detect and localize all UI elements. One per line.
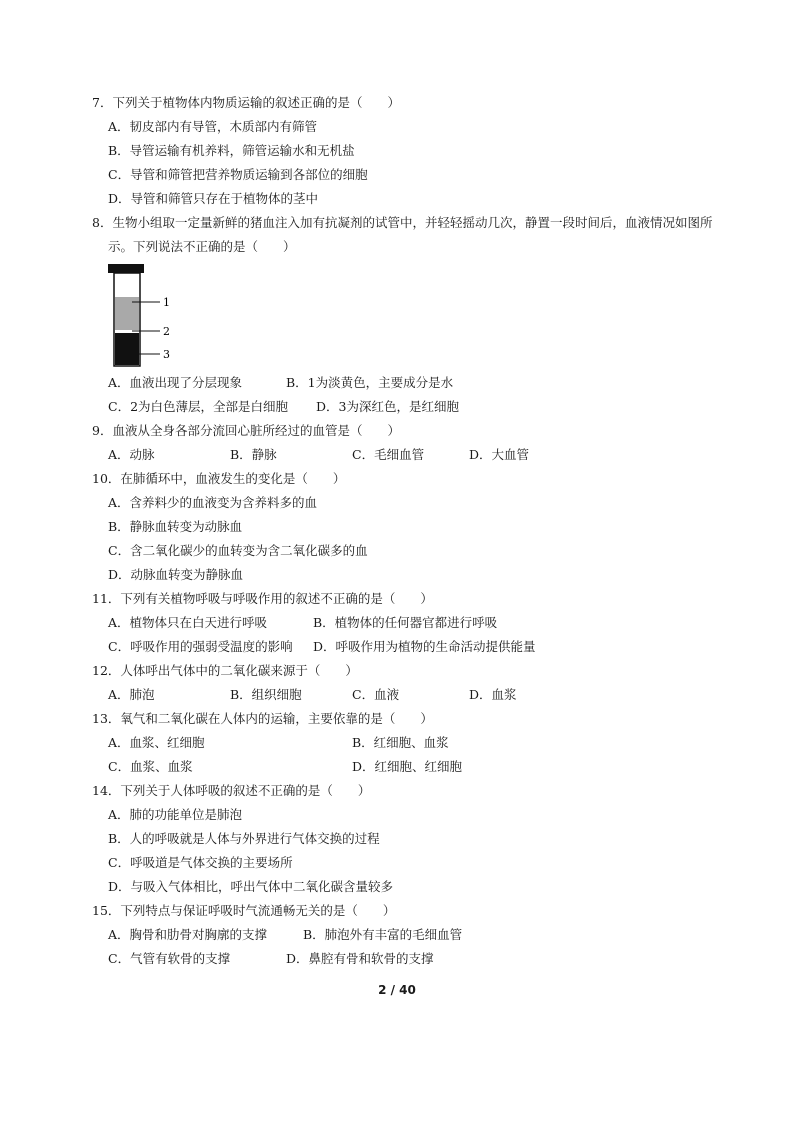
question-14-option-a: A．肺的功能单位是肺泡	[108, 807, 243, 822]
question-15-option-a: A．胸骨和肋骨对胸廓的支撑	[108, 927, 268, 942]
question-10-option-a: A．含养料少的血液变为含养料多的血	[108, 495, 318, 510]
question-14-option-b: B．人的呼吸就是人体与外界进行气体交换的过程	[108, 831, 380, 846]
question-12-stem: 12．人体呼出气体中的二氧化碳来源于（ ）	[92, 663, 358, 678]
question-13-option-a: A．血浆、红细胞	[108, 735, 205, 750]
question-12-option-a: A．肺泡	[108, 687, 155, 702]
tube-cap	[108, 264, 144, 273]
question-14-stem: 14．下列关于人体呼吸的叙述不正确的是（ ）	[92, 783, 371, 798]
question-11-stem: 11．下列有关植物呼吸与呼吸作用的叙述不正确的是（ ）	[92, 591, 433, 606]
question-13-option-b: B．红细胞、血浆	[352, 735, 449, 750]
question-12-option-c: C．血液	[352, 687, 400, 702]
question-11-option-b: B．植物体的任何器官都进行呼吸	[313, 615, 498, 630]
question-10-option-b: B．静脉血转变为动脉血	[108, 519, 243, 534]
question-9-option-b: B．静脉	[230, 447, 277, 462]
question-10-option-d: D．动脉血转变为静脉血	[108, 567, 244, 582]
question-7-option-b: B．导管运输有机养料，筛管运输水和无机盐	[108, 143, 355, 158]
figure-label-2: 2	[163, 325, 170, 338]
question-9-option-a: A．动脉	[108, 447, 155, 462]
question-8-option-c: C．2为白色薄层，全部是白细胞	[108, 399, 289, 414]
question-14-option-d: D．与吸入气体相比，呼出气体中二氧化碳含量较多	[108, 879, 394, 894]
question-13-stem: 13．氧气和二氧化碳在人体内的运输，主要依靠的是（ ）	[92, 711, 433, 726]
question-14-option-c: C．呼吸道是气体交换的主要场所	[108, 855, 293, 870]
question-8-option-d: D．3为深红色，是红细胞	[316, 399, 459, 414]
figure-label-1: 1	[163, 296, 170, 309]
question-8-stem-cont: 示。下列说法不正确的是（ ）	[108, 239, 296, 254]
question-7-option-a: A．韧皮部内有导管，木质部内有筛管	[108, 119, 318, 134]
question-15-stem: 15．下列特点与保证呼吸时气流通畅无关的是（ ）	[92, 903, 396, 918]
question-13-option-d: D．红细胞、红细胞	[352, 759, 463, 774]
question-8-option-b: B．1为淡黄色，主要成分是水	[286, 375, 454, 390]
question-9-stem: 9．血液从全身各部分流回心脏所经过的血管是（ ）	[92, 423, 400, 438]
question-8-stem: 8．生物小组取一定量新鲜的猪血注入加有抗凝剂的试管中，并轻轻摇动几次，静置一段时间后，血液情况如图所	[92, 215, 713, 230]
question-7-stem: 7．下列关于植物体内物质运输的叙述正确的是（ ）	[92, 95, 400, 110]
question-15-option-d: D．鼻腔有骨和软骨的支撑	[286, 951, 434, 966]
question-10-stem: 10．在肺循环中，血液发生的变化是（ ）	[92, 471, 346, 486]
question-8-option-a: A．血液出现了分层现象	[108, 375, 243, 390]
question-12-option-b: B．组织细胞	[230, 687, 302, 702]
question-15-option-c: C．气管有软骨的支撑	[108, 951, 231, 966]
question-7-option-c: C．导管和筛管把营养物质运输到各部位的细胞	[108, 167, 368, 182]
figure-label-3: 3	[163, 348, 170, 361]
question-7-option-d: D．导管和筛管只存在于植物体的茎中	[108, 191, 319, 206]
question-12-option-d: D．血浆	[469, 687, 517, 702]
question-9-option-d: D．大血管	[469, 447, 530, 462]
test-tube-figure	[108, 264, 188, 368]
question-9-option-c: C．毛细血管	[352, 447, 425, 462]
question-11-option-d: D．呼吸作用为植物的生命活动提供能量	[313, 639, 536, 654]
question-11-option-a: A．植物体只在白天进行呼吸	[108, 615, 268, 630]
question-15-option-b: B．肺泡外有丰富的毛细血管	[303, 927, 463, 942]
page-number: 2 / 40	[378, 983, 416, 997]
question-10-option-c: C．含二氧化碳少的血转变为含二氧化碳多的血	[108, 543, 368, 558]
question-13-option-c: C．血浆、血浆	[108, 759, 193, 774]
red-cell-layer	[115, 333, 139, 365]
question-11-option-c: C．呼吸作用的强弱受温度的影响	[108, 639, 293, 654]
